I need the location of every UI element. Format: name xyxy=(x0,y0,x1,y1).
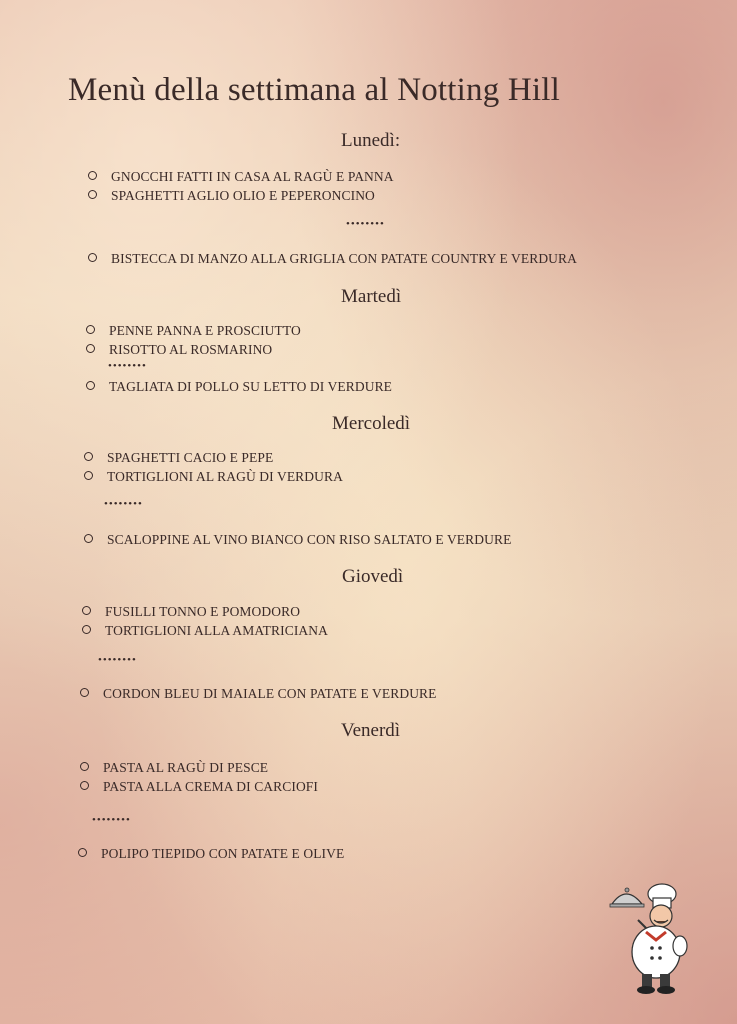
menu-item: BISTECCA DI MANZO ALLA GRIGLIA CON PATATE COUNTRY E VERDURA xyxy=(88,251,577,267)
bullet-icon xyxy=(78,848,87,857)
menu-item: PASTA AL RAGÙ DI PESCE xyxy=(80,760,268,776)
day-heading-venerdi: Venerdì xyxy=(341,720,401,741)
bullet-icon xyxy=(86,344,95,353)
separator: •••••••• xyxy=(104,498,143,510)
menu-item: PASTA ALLA CREMA DI CARCIOFI xyxy=(80,779,318,795)
day-heading-martedi: Martedì xyxy=(341,286,402,307)
day-heading-mercoledi: Mercoledì xyxy=(332,413,411,434)
bullet-icon xyxy=(82,606,91,615)
menu-item: TORTIGLIONI AL RAGÙ DI VERDURA xyxy=(84,469,343,485)
day-heading-giovedi: Giovedì xyxy=(342,566,404,587)
chef-with-cloche-icon xyxy=(598,880,690,998)
menu-item: SPAGHETTI CACIO E PEPE xyxy=(84,450,273,466)
separator: •••••••• xyxy=(92,814,131,826)
menu-item: FUSILLI TONNO E POMODORO xyxy=(82,604,300,620)
day-heading-lunedi: Lunedì: xyxy=(341,130,401,151)
menu-item: GNOCCHI FATTI IN CASA AL RAGÙ E PANNA xyxy=(88,169,394,185)
separator: •••••••• xyxy=(98,654,137,666)
separator: •••••••• xyxy=(346,218,385,230)
bullet-icon xyxy=(82,625,91,634)
separator: •••••••• xyxy=(108,360,147,372)
bullet-icon xyxy=(88,171,97,180)
menu-item: CORDON BLEU DI MAIALE CON PATATE E VERDURE xyxy=(80,686,437,702)
menu-title: Menù della settimana al Notting Hill xyxy=(68,72,561,108)
menu-item: PENNE PANNA E PROSCIUTTO xyxy=(86,323,301,339)
bullet-icon xyxy=(86,325,95,334)
menu-item: SCALOPPINE AL VINO BIANCO CON RISO SALTATO E VERDURE xyxy=(84,532,511,548)
bullet-icon xyxy=(86,381,95,390)
bullet-icon xyxy=(88,253,97,262)
bullet-icon xyxy=(84,471,93,480)
bullet-icon xyxy=(84,534,93,543)
bullet-icon xyxy=(84,452,93,461)
menu-item: POLIPO TIEPIDO CON PATATE E OLIVE xyxy=(78,846,344,862)
bullet-icon xyxy=(80,762,89,771)
menu-item: RISOTTO AL ROSMARINO xyxy=(86,342,272,358)
bullet-icon xyxy=(88,190,97,199)
menu-item: TORTIGLIONI ALLA AMATRICIANA xyxy=(82,623,328,639)
menu-item: TAGLIATA DI POLLO SU LETTO DI VERDURE xyxy=(86,379,392,395)
bullet-icon xyxy=(80,781,89,790)
menu-item: SPAGHETTI AGLIO OLIO E PEPERONCINO xyxy=(88,188,375,204)
bullet-icon xyxy=(80,688,89,697)
